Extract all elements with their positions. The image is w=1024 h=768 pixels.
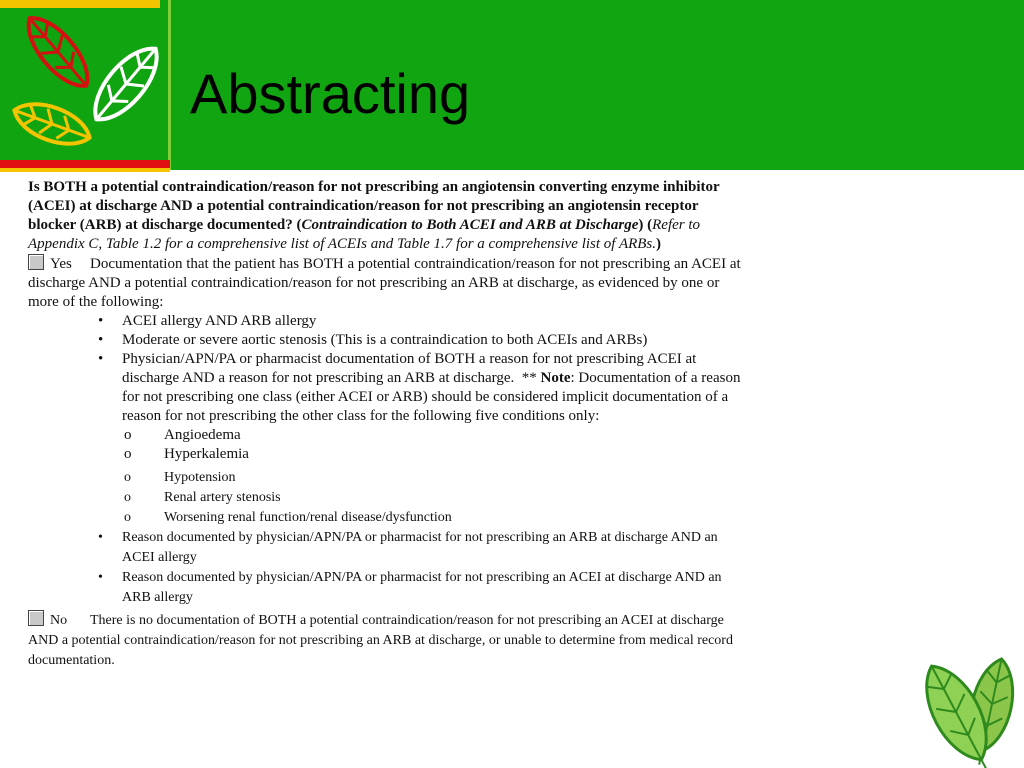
logo-yellow-stripe bbox=[0, 168, 170, 172]
document-body bbox=[28, 178, 748, 671]
leaf-corner-icon bbox=[916, 650, 1024, 768]
header-banner bbox=[0, 0, 1024, 170]
note-text: : Documentation of a reason for not prescribing one class (either ACEI or ARB) should be considered implicit documentation of a reason for not prescribing the other class for the following five conditions only: bbox=[122, 370, 741, 424]
note-prefix: ** bbox=[521, 370, 541, 386]
note-label: Note bbox=[540, 370, 571, 386]
question-bold: Is BOTH a potential contraindication/reason for not prescribing an angiotensin converting enzyme inhibitor (ACEI) at discharge AND a potential contraindication/reason for not prescribing an angiotensin receptor blocker (ARB) at discharge documented? bbox=[28, 179, 720, 233]
no-description: There is no documentation of BOTH a potential contraindication/reason for not prescribing an ACEI at discharge AND a potential contraindication/reason for not prescribing an ARB at discharge, or unable to determine from medical record documentation. bbox=[28, 613, 733, 668]
condition-item: o Hypotension bbox=[122, 468, 748, 488]
no-label: No bbox=[50, 613, 68, 628]
condition-item: o Worsening renal function/renal disease/dysfunction bbox=[122, 508, 748, 528]
list-item: • Reason documented by physician/APN/PA or pharmacist for not prescribing an ARB at discharge AND an ACEI allergy bbox=[96, 528, 748, 568]
yes-checkbox[interactable] bbox=[28, 254, 44, 270]
data-element-name: Contraindication to Both ACEI and ARB at Discharge bbox=[301, 217, 639, 233]
logo-panel bbox=[0, 0, 170, 170]
conditions-list bbox=[122, 426, 748, 528]
condition-item: o Renal artery stenosis bbox=[122, 488, 748, 508]
bullet-text: Physician/APN/PA or pharmacist documentation of BOTH a reason for not prescribing ACEI at discharge AND a reason for not prescribing an ARB at discharge. bbox=[122, 351, 697, 386]
yes-criteria-list bbox=[96, 312, 748, 608]
list-item: • Moderate or severe aortic stenosis (This is a contraindication to both ACEIs and ARBs) bbox=[96, 331, 748, 350]
list-item: • Reason documented by physician/APN/PA or pharmacist for not prescribing an ACEI at discharge AND an ARB allergy bbox=[96, 568, 748, 608]
yes-label: Yes bbox=[50, 256, 72, 272]
yes-description: Documentation that the patient has BOTH a potential contraindication/reason for not prescribing an ACEI at discharge AND a potential contraindication/reason for not prescribing an ARB at discharge, as evidenced by one or more of the following: bbox=[28, 256, 741, 310]
reference-text: Refer to Appendix C, Table 1.2 for a comprehensive list of ACEIs and Table 1.7 for a comprehensive list of ARBs. bbox=[28, 217, 701, 252]
list-item: • ACEI allergy AND ARB allergy bbox=[96, 312, 748, 331]
condition-item: o Angioedema bbox=[122, 426, 748, 445]
question-text: Is BOTH a potential contraindication/reason for not prescribing an angiotensin converting enzyme inhibitor (ACEI) at discharge AND a potential contraindication/reason for not prescribing an angiotensin receptor blocker (ARB) at discharge documented? (Contraindication to Both ACEI and ARB at Discharge) (Refer to Appendix C, Table 1.2 for a comprehensive list of ACEIs and Table 1.7 for a comprehensive list of ARBs.) bbox=[28, 179, 720, 252]
leaf-logo-icon bbox=[0, 0, 170, 160]
no-checkbox[interactable] bbox=[28, 610, 44, 626]
list-item bbox=[96, 350, 748, 528]
logo-divider bbox=[168, 0, 171, 170]
condition-item: o Hyperkalemia bbox=[122, 445, 748, 464]
slide-title: Abstracting bbox=[190, 62, 471, 125]
yes-option bbox=[28, 254, 748, 312]
no-option bbox=[28, 610, 748, 671]
